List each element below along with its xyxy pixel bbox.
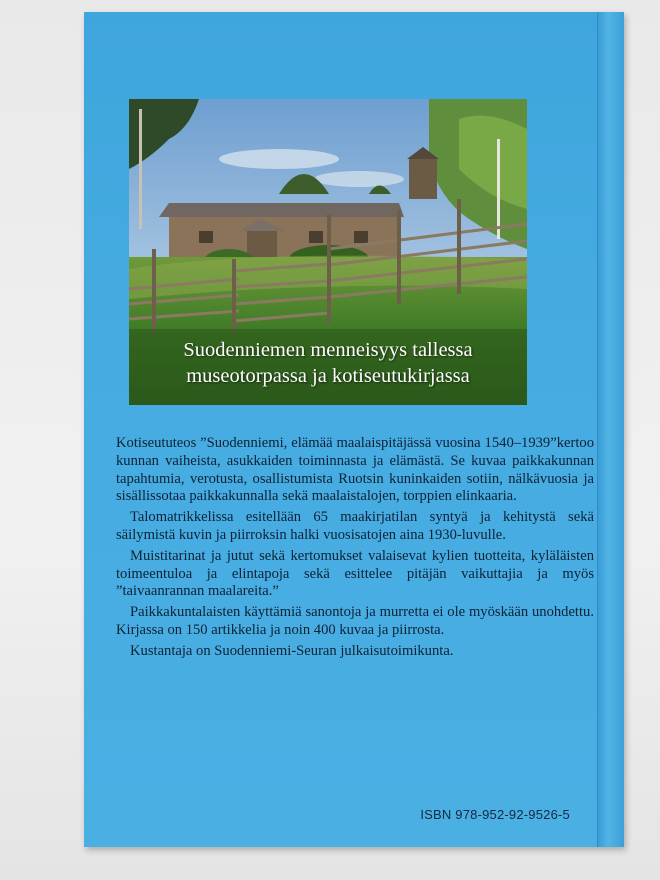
caption-line-1: Suodenniemen menneisyys tallessa <box>183 339 473 361</box>
description-paragraph: Muistitarinat ja jutut sekä kertomukset valaisevat kylien tuotteita, kyläläisten toimeentuloa ja elintapoja sekä esittelee pitäjän vaikuttajia ja myös ”taivaanrannan maalareita.” <box>116 547 594 600</box>
book-spine-edge <box>597 12 624 847</box>
cover-photo <box>129 99 527 405</box>
caption-line-2: museotorpassa ja kotiseutukirjassa <box>186 365 470 387</box>
description-paragraph: Paikkakuntalaisten käyttämiä sanontoja ja murretta ei ole myöskään unohdettu. Kirjassa on 150 artikkelia ja noin 400 kuvaa ja piirrosta. <box>116 604 594 638</box>
book-back-cover <box>84 12 624 847</box>
description-paragraph: Talomatrikkelissa esitellään 65 maakirjatilan syntyä ja kehitystä sekä säilymistä kuvin ja piirroksin halki vuosisatojen aina 1930-luvulle. <box>116 509 594 543</box>
book-description <box>116 435 594 664</box>
description-paragraph: Kotiseututeos ”Suodenniemi, elämää maalaispitäjässä vuosina 1540–1939”kertoo kunnan vaiheista, asukkaiden toiminnasta ja elämästä. Se kuvaa paikkakunnan tapahtumia, verotusta, osallistumista Ruotsin kuninkaiden sotiin, nälkävuosia ja sisällissotaa paikkakunnalla sekä maalaistalojen, torppien elinkaaria. <box>116 435 594 505</box>
isbn-number: ISBN 978-952-92-9526-5 <box>420 807 570 822</box>
description-paragraph: Kustantaja on Suodenniemi-Seuran julkaisutoimikunta. <box>130 642 454 659</box>
photo-caption <box>129 337 527 389</box>
